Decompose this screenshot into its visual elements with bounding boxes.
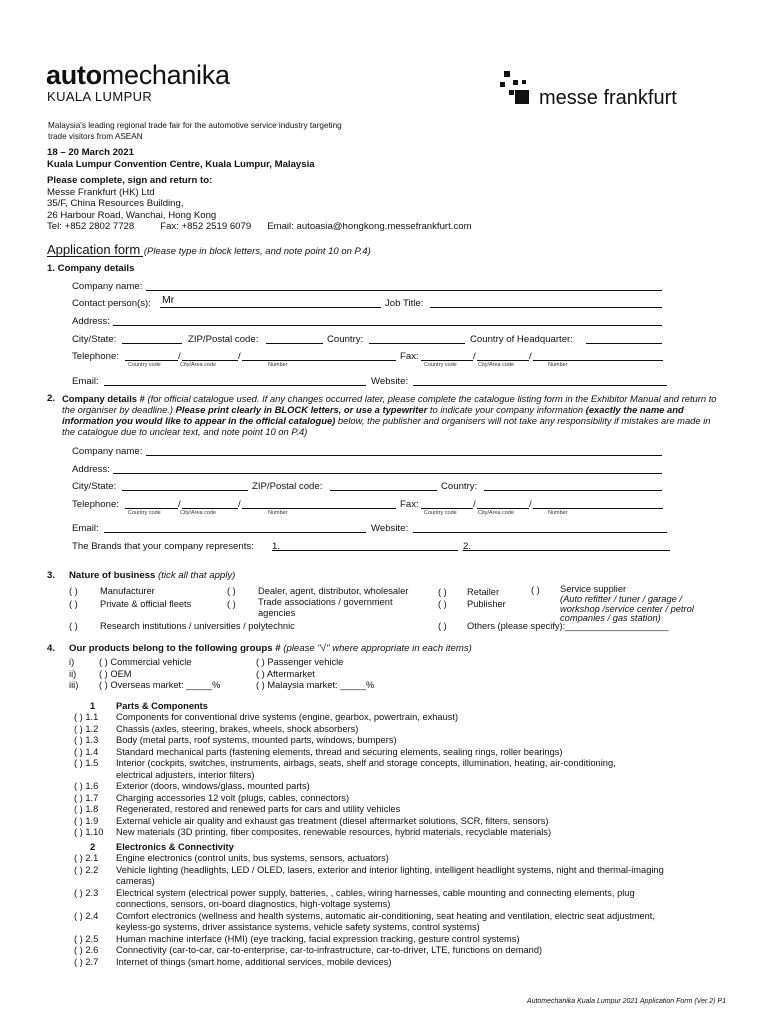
product-code[interactable]: ( ) 2.2 [74, 864, 99, 875]
checkbox-dealer[interactable]: ( ) [227, 586, 236, 596]
s1-website-field[interactable] [413, 385, 667, 386]
section2-text4: (exactly the name and information you would like to appear in the official catalogue) [62, 404, 684, 426]
section3-heading-text: Nature of business [69, 570, 156, 581]
s1-country-label: Country: [327, 334, 364, 345]
s1-website-label: Website: [371, 376, 409, 387]
s2-tel-number-caption: Number [268, 510, 288, 516]
section3-note: (tick all that apply) [158, 570, 236, 581]
roman-iii: iii) [69, 680, 79, 690]
product-label: Charging accessories 12 volt (plugs, cables, connectors) [116, 792, 350, 803]
product-label: External vehicle air quality and exhaust gas treatment (diesel aftermarket solutions, SCR, filters, sensors) [116, 815, 549, 826]
group1-title: Parts & Components [116, 701, 208, 711]
product-code[interactable]: ( ) 2.5 [74, 933, 99, 944]
option-malaysia-market[interactable]: ( ) Malaysia market: _____% [256, 680, 375, 690]
organizer-name: messe frankfurt [539, 87, 677, 109]
product-label: New materials (3D printing, fiber composites, renewable resources, hybrid materials, recyclable materials) [116, 827, 552, 837]
s2-fax-city-field[interactable] [477, 508, 529, 509]
label-trade-assoc-1: Trade associations / government [258, 597, 393, 607]
section2-text1: (for official catalogue used. If any changes occurred later, please complete the catalogue listing form in the Exhibitor Manual and return to the organiser by deadline.) [62, 393, 717, 415]
checkbox-trade-assoc[interactable]: ( ) [227, 599, 236, 609]
s2-city-label: City/State: [72, 481, 117, 492]
slash: / [529, 351, 532, 362]
product-label: connections, sensors, on-board diagnostics, high-voltage systems) [116, 899, 391, 909]
section2-text2: Please print clearly in BLOCK letters, or use a typewriter [175, 404, 428, 415]
s2-tel-country-field[interactable] [125, 508, 178, 509]
checkbox-manufacturer[interactable]: ( ) [69, 586, 78, 596]
label-retailer: Retailer [467, 587, 500, 597]
product-label: keyless-go systems, driver assistance systems, vehicle safety systems, control systems) [116, 922, 480, 932]
s1-contact-value[interactable]: Mr [162, 294, 175, 306]
s1-fax-number-field[interactable] [533, 360, 663, 361]
product-label: Comfort electronics (wellness and health systems, automatic air-conditioning, seat heating and ventilation, electric seat adjustment, [116, 910, 655, 921]
s2-telephone-label: Telephone: [72, 499, 119, 510]
s1-zip-label: ZIP/Postal code: [188, 334, 259, 345]
option-aftermarket[interactable]: ( ) Aftermarket [256, 668, 315, 679]
product-code[interactable]: ( ) 2.4 [74, 910, 99, 921]
s1-tel-city-caption: City/Area code [180, 362, 217, 368]
product-code[interactable]: ( ) 1.1 [74, 712, 99, 722]
product-code[interactable]: ( ) 2.1 [74, 853, 99, 863]
label-private-fleets: Private & official fleets [100, 599, 192, 609]
return-line2: 35/F, China Resources Building, [47, 198, 184, 209]
label-dealer: Dealer, agent, distributor, wholesaler [258, 586, 409, 596]
section2-intro [62, 393, 722, 437]
product-code[interactable]: ( ) 1.8 [74, 804, 99, 814]
section2-text3: to indicate your company information [429, 404, 584, 415]
s1-address-field[interactable] [113, 325, 662, 326]
s1-tel-number-caption: Number [268, 362, 288, 368]
s2-brand2-field[interactable] [463, 550, 670, 551]
s1-fax-city-field[interactable] [477, 360, 529, 361]
s1-contact-label: Contact person(s): [72, 298, 151, 309]
product-label: Electrical system (electrical power supply, batteries, , cables, wiring harnesses, cable mounting and connecting elements, plug [116, 887, 635, 898]
s1-hq-field[interactable] [586, 343, 662, 344]
label-trade-assoc-2: agencies [258, 607, 296, 618]
checkbox-private-fleets[interactable]: ( ) [69, 599, 78, 609]
s1-fax-country-caption: Country code [424, 362, 457, 368]
section4-num: 4. [47, 643, 56, 654]
automechanika-logo: automechanika [46, 60, 230, 90]
s2-zip-field[interactable] [330, 490, 437, 491]
event-venue: Kuala Lumpur Convention Centre, Kuala Lumpur, Malaysia [47, 158, 315, 170]
section3-heading [69, 570, 235, 581]
s2-brands-label: The Brands that your company represents: [72, 541, 254, 552]
checkbox-publisher[interactable]: ( ) [438, 599, 447, 609]
section2-num: 2. [47, 393, 56, 404]
s2-country-label: Country: [441, 481, 478, 492]
s2-email-field[interactable] [104, 532, 366, 533]
s1-address-label: Address: [72, 316, 110, 327]
product-label: Engine electronics (control units, bus systems, sensors, actuators) [116, 853, 389, 863]
s1-company-name-field[interactable] [146, 290, 662, 291]
s2-website-label: Website: [371, 523, 409, 534]
s2-tel-city-field[interactable] [182, 508, 238, 509]
product-code[interactable]: ( ) 1.4 [74, 746, 99, 757]
s2-website-field[interactable] [413, 532, 667, 533]
section2-text5: below, the publisher and organisers will not take any responsibility if mistakes are made in the catalogue due to unclear text, and note point 10 on P.4) [62, 415, 711, 437]
section2-heading: Company details # [62, 393, 145, 404]
s1-tel-number-field[interactable] [242, 360, 396, 361]
product-code[interactable]: ( ) 1.2 [74, 723, 99, 734]
page-footer: Automechanika Kuala Lumpur 2021 Application Form (Ver 2) P1 [526, 998, 726, 1005]
checkbox-research[interactable]: ( ) [69, 621, 78, 631]
event-dates [47, 147, 315, 170]
product-label: Interior (cockpits, switches, instruments, airbags, seats, shelf and storage concepts, illumination, heating, air-conditioning, [116, 758, 616, 768]
label-trade-assoc [258, 597, 393, 618]
section1-heading: 1. Company details [47, 263, 135, 274]
label-manufacturer: Manufacturer [100, 586, 155, 596]
option-commercial-vehicle[interactable]: ( ) Commercial vehicle [99, 657, 192, 667]
label-service-supplier-title: Service supplier [560, 584, 627, 594]
product-label: Internet of things (smart home, additional services, mobile devices) [116, 956, 392, 967]
product-label: Human machine interface (HMI) (eye tracking, facial expression tracking, gesture control systems) [116, 933, 520, 944]
product-label: Exterior (doors, windows/glass, mounted parts) [116, 781, 310, 791]
form-title-note: (Please type in block letters, and note point 10 on P.4) [143, 246, 371, 257]
label-research: Research institutions / universities / polytechnic [100, 621, 295, 631]
return-tel: Tel: +852 2802 7728 [47, 221, 135, 232]
product-label: Connectivity (car-to-car, car-to-enterprise, car-to-infrastructure, car-to-driver, LTE, functions on demand) [116, 945, 543, 955]
s2-brand1-field[interactable] [272, 550, 458, 551]
s1-company-name-label: Company name: [72, 281, 143, 292]
label-service-note-3: companies / gas station) [560, 613, 661, 624]
s1-fax-label: Fax: [400, 351, 419, 362]
market-roman-numerals [69, 657, 78, 692]
roman-ii: ii) [69, 668, 77, 679]
product-code[interactable]: ( ) 1.7 [74, 792, 99, 803]
slash: / [238, 351, 241, 362]
option-oem[interactable]: ( ) OEM [99, 668, 132, 679]
product-label: Standard mechanical parts (fastening elements, thread and securing elements, sealing rings, roller bearings) [116, 746, 563, 757]
s1-fax-number-caption: Number [548, 362, 568, 368]
s1-fax-country-field[interactable] [421, 360, 473, 361]
s2-country-field[interactable] [484, 490, 662, 491]
product-label: cameras) [116, 876, 155, 886]
s2-fax-city-caption: City/Area code [478, 510, 515, 516]
product-code[interactable]: ( ) 1.5 [74, 758, 99, 768]
checkbox-retailer[interactable]: ( ) [438, 587, 447, 597]
product-label: Regenerated, restored and renewed parts for cars and utility vehicles [116, 804, 401, 814]
s2-company-name-field[interactable] [146, 455, 662, 456]
group1-num: 1 [90, 701, 96, 711]
s2-zip-label: ZIP/Postal code: [252, 481, 323, 492]
group2-num: 2 [90, 842, 96, 852]
slash: / [238, 499, 241, 510]
s1-email-field[interactable] [104, 385, 366, 386]
group2-title: Electronics & Connectivity [116, 842, 234, 852]
s2-email-label: Email: [72, 523, 99, 534]
product-code[interactable]: ( ) 2.7 [74, 956, 99, 967]
slash: / [178, 351, 181, 362]
s1-city-label: City/State: [72, 334, 117, 345]
label-service-note-2: workshop /service center / petrol [560, 603, 694, 614]
s2-fax-country-caption: Country code [424, 510, 457, 516]
slash: / [473, 351, 476, 362]
s2-brand1-label: 1. [272, 541, 281, 552]
s2-fax-country-field[interactable] [421, 508, 473, 509]
checkbox-service-supplier[interactable]: ( ) [531, 585, 540, 595]
product-label: electrical adjusters, interior filters) [116, 769, 255, 780]
product-label: Chassis (axles, steering, brakes, wheels, shock absorbers) [116, 723, 359, 734]
slash: / [529, 499, 532, 510]
s1-contact-field[interactable] [160, 307, 381, 308]
product-label: Components for conventional drive systems (engine, gearbox, powertrain, exhaust) [116, 712, 459, 722]
product-label: Body (metal parts, roof systems, mounted parts, windows, bumpers) [116, 735, 397, 745]
s1-jobtitle-field[interactable] [430, 307, 662, 308]
product-code[interactable]: ( ) 1.6 [74, 781, 99, 791]
s1-email-label: Email: [72, 376, 99, 387]
section4-heading [69, 643, 472, 654]
label-service-supplier [560, 585, 694, 624]
s2-address-field[interactable] [113, 473, 662, 474]
s1-tel-city-field[interactable] [182, 360, 238, 361]
return-fax: Fax: +852 2519 6079 [160, 221, 252, 232]
return-email: Email: autoasia@hongkong.messefrankfurt.com [267, 221, 472, 232]
return-address [47, 175, 472, 233]
s2-company-name-label: Company name: [72, 446, 143, 457]
label-publisher: Publisher [467, 599, 506, 609]
section4-note: (please "√" where appropriate in each items) [283, 643, 472, 654]
messe-frankfurt-logo-icon [498, 68, 536, 110]
slash: / [178, 499, 181, 510]
s1-country-field[interactable] [369, 343, 465, 344]
form-title-text: Application form [47, 242, 141, 257]
title-underline [47, 256, 143, 257]
s2-city-field[interactable] [122, 490, 248, 491]
s1-telephone-label: Telephone: [72, 351, 119, 362]
s2-address-label: Address: [72, 464, 110, 475]
s1-fax-city-caption: City/Area code [478, 362, 515, 368]
label-others: Others (please specify):____________________ [467, 621, 669, 631]
product-label: Vehicle lighting (headlights, LED / OLED, lasers, exterior and interior lighting, intelligent headlight systems, night and thermal-imaging [116, 864, 664, 875]
market-col-right [256, 657, 374, 692]
form-title [47, 242, 371, 257]
checkbox-others[interactable]: ( ) [438, 621, 447, 631]
s1-tel-country-caption: Country code [128, 362, 161, 368]
section3-num: 3. [47, 570, 56, 581]
s2-fax-number-caption: Number [548, 510, 568, 516]
label-service-note-1: (Auto refitter / tuner / garage / [560, 593, 682, 604]
return-heading: Please complete, sign and return to: [47, 175, 213, 186]
option-overseas-market[interactable]: ( ) Overseas market: _____% [99, 680, 221, 690]
s2-fax-label: Fax: [400, 499, 419, 510]
s2-brand2-label: 2. [463, 541, 472, 552]
event-dates-text: 18 – 20 March 2021 [47, 147, 134, 158]
s2-tel-country-caption: Country code [128, 510, 161, 516]
section4-heading-text: Our products belong to the following groups # [69, 643, 281, 654]
slash: / [473, 499, 476, 510]
logo-city: KUALA LUMPUR [47, 89, 153, 104]
product-code[interactable]: ( ) 2.6 [74, 945, 99, 955]
s2-fax-number-field[interactable] [533, 508, 663, 509]
option-passenger-vehicle[interactable]: ( ) Passenger vehicle [256, 657, 344, 667]
product-code[interactable]: ( ) 1.3 [74, 735, 99, 745]
product-code[interactable]: ( ) 1.10 [74, 827, 104, 837]
product-code[interactable]: ( ) 2.3 [74, 887, 99, 898]
s2-tel-number-field[interactable] [242, 508, 396, 509]
s1-tel-country-field[interactable] [125, 360, 178, 361]
s2-tel-city-caption: City/Area code [180, 510, 217, 516]
market-col-left [99, 657, 220, 692]
return-line3: 26 Harbour Road, Wanchai, Hong Kong [47, 209, 217, 221]
product-code[interactable]: ( ) 1.9 [74, 815, 99, 826]
roman-i: i) [69, 657, 75, 667]
s1-jobtitle-label: Job Title: [385, 298, 424, 309]
return-line1: Messe Frankfurt (HK) Ltd [47, 186, 155, 198]
tagline: Malaysia's leading regional trade fair for the automotive service industry targeting trade visitors from ASEAN [48, 121, 342, 141]
s1-zip-field[interactable] [266, 343, 323, 344]
s1-hq-label: Country of Headquarter: [470, 334, 573, 345]
s1-city-field[interactable] [122, 343, 182, 344]
return-contact [47, 221, 472, 233]
